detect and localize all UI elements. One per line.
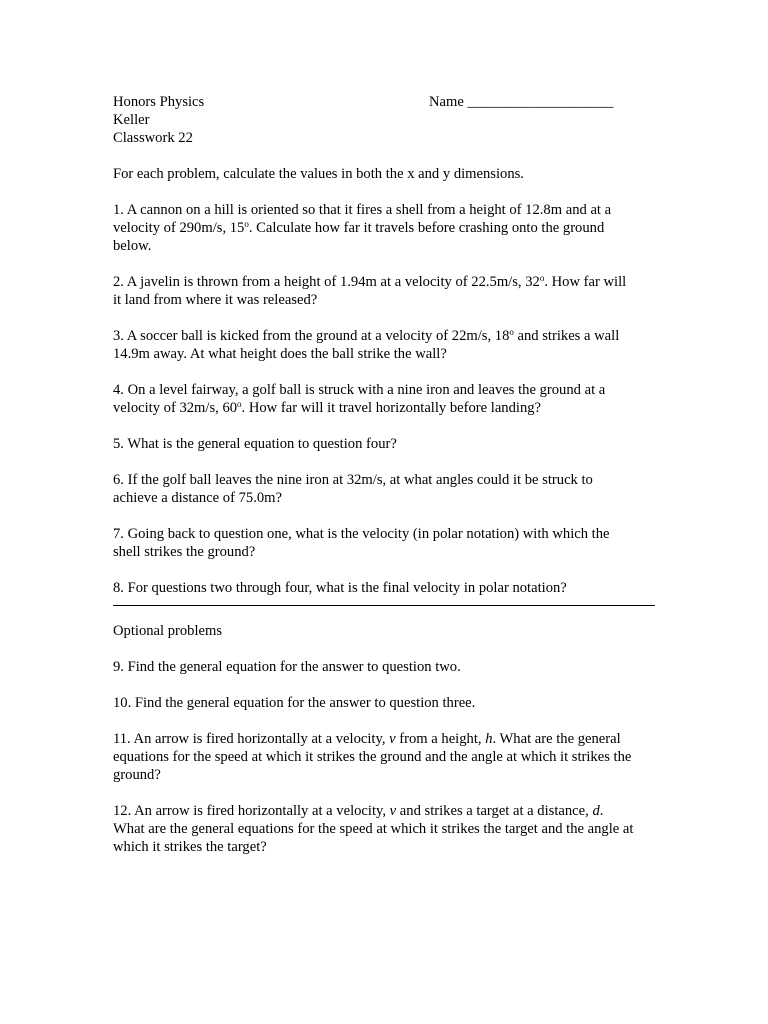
worksheet-page — [113, 93, 658, 856]
name-blank: ____________________ — [467, 94, 614, 110]
problem-1: 1. A cannon on a hill is oriented so that it fires a shell from a height of 12.8m and at a velocity of 290m/s, 15$^o$. Calculate how far it travels before crashing onto the ground below. — [113, 202, 612, 254]
problem-12: 12. An arrow is fired horizontally at a velocity, v and strikes a target at a distance, d. What are the general equations for the speed at which it strikes the target and the angle at which it strikes the target? — [113, 803, 634, 855]
problem-2: 2. A javelin is thrown from a height of 1.94m at a velocity of 22.5m/s, 32$^o$. How far will it land from where it was released? — [113, 273, 627, 308]
name-label: Name — [429, 94, 464, 110]
problem-5: 5. What is the general equation to question four? — [113, 436, 397, 452]
section-divider — [113, 605, 655, 606]
teacher-name: Keller — [113, 112, 150, 128]
problem-11: 11. An arrow is fired horizontally at a velocity, v from a height, h. What are the general equations for the speed at which it strikes the ground and the angle at which it strikes the ground? — [113, 731, 632, 783]
problem-10: 10. Find the general equation for the answer to question three. — [113, 695, 476, 711]
name-field — [429, 93, 613, 111]
assignment-title: Classwork 22 — [113, 130, 193, 146]
course-title: Honors Physics — [113, 94, 205, 110]
problem-8: 8. For questions two through four, what is the final velocity in polar notation? — [113, 580, 567, 596]
problem-4: 4. On a level fairway, a golf ball is struck with a nine iron and leaves the ground at a velocity of 32m/s, 60$^o$. How far will it travel horizontally before landing? — [113, 382, 606, 416]
header-row — [113, 93, 658, 111]
optional-heading: Optional problems — [113, 623, 223, 639]
problem-7: 7. Going back to question one, what is the velocity (in polar notation) with which the shell strikes the ground? — [113, 526, 610, 560]
problem-3: 3. A soccer ball is kicked from the ground at a velocity of 22m/s, 18$^o$ and strikes a wall 14.9m away. At what height does the ball strike the wall? — [113, 327, 620, 362]
problem-9: 9. Find the general equation for the answer to question two. — [113, 659, 461, 675]
problem-6: 6. If the golf ball leaves the nine iron at 32m/s, at what angles could it be struck to achieve a distance of 75.0m? — [113, 472, 593, 506]
instructions: For each problem, calculate the values in both the x and y dimensions. — [113, 166, 524, 182]
